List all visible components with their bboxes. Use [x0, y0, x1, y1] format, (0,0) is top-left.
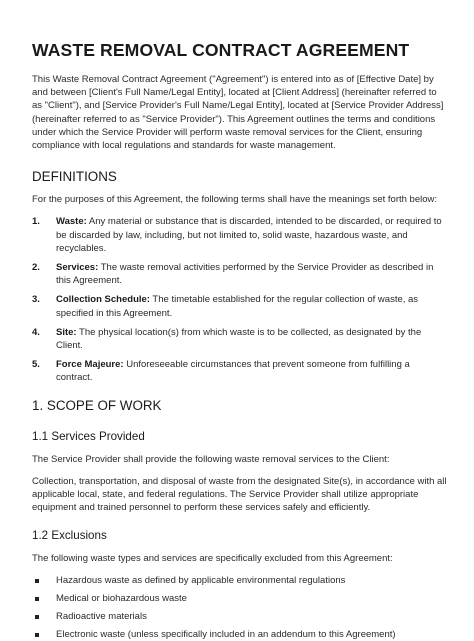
exclusion-item	[32, 628, 448, 641]
exclusion-item	[32, 592, 448, 605]
definition-text: Unforeseeable circumstances that prevent someone from fulfilling a contract.	[56, 359, 410, 384]
bullet-icon	[35, 597, 39, 601]
definition-item	[32, 215, 448, 255]
definition-term: Site:	[56, 326, 77, 338]
definition-text: Any material or substance that is discarded, intended to be discarded, or required to be discarded by law, including, but not limited to, solid waste, hazardous waste, and recyclables.	[56, 216, 442, 254]
bullet-icon	[35, 579, 39, 583]
definition-item	[32, 326, 448, 352]
definition-term: Force Majeure:	[56, 359, 124, 371]
definition-number: 3.	[32, 294, 40, 306]
definition-item	[32, 358, 448, 384]
definition-text: The waste removal activities performed by the Service Provider as described in this Agreement.	[56, 262, 434, 287]
exclusions-intro: The following waste types and services are specifically excluded from this Agreement:	[32, 553, 393, 565]
scope-heading: 1. SCOPE OF WORK	[32, 397, 162, 413]
definition-text: The physical location(s) from which waste is to be collected, as designated by the Client.	[56, 326, 422, 352]
bullet-icon	[35, 633, 39, 637]
definition-number: 4.	[32, 326, 40, 338]
exclusion-text: Electronic waste (unless specifically included in an addendum to this Agreement)	[56, 629, 396, 641]
definition-text: The timetable established for the regular collection of waste, as specified in this Agreement.	[56, 294, 419, 319]
definition-term: Collection Schedule:	[56, 294, 150, 306]
services-provided-heading: 1.1 Services Provided	[32, 429, 145, 443]
definition-term: Services:	[56, 262, 99, 274]
exclusions-heading: 1.2 Exclusions	[32, 529, 107, 543]
definition-term: Waste:	[56, 216, 87, 228]
definitions-list	[32, 215, 448, 384]
definition-number: 1.	[32, 216, 40, 228]
exclusion-text: Hazardous waste as defined by applicable environmental regulations	[56, 574, 346, 586]
exclusions-list	[32, 574, 448, 641]
document-title: WASTE REMOVAL CONTRACT AGREEMENT	[32, 40, 410, 60]
definition-number: 2.	[32, 262, 40, 274]
services-body: Collection, transportation, and disposal of waste from the designated Site(s), in accordance with all applicable local, state, and federal regulations. The Service Provider shall utilize appropriate equipment and trained personnel to perform these services safely and efficiently.	[32, 475, 447, 514]
exclusion-text: Radioactive materials	[56, 611, 147, 623]
exclusion-item	[32, 610, 448, 623]
definitions-intro: For the purposes of this Agreement, the following terms shall have the meanings set forth below:	[32, 194, 438, 206]
definition-number: 5.	[32, 359, 40, 371]
intro-paragraph: This Waste Removal Contract Agreement ("Agreement") is entered into as of [Effective Date] by and between [Client's Full Name/Legal Entity], located at [Client Address] (hereinafter referred to as "Client"), and [Service Provider's Full Name/Legal Entity], located at [Service Provider Address] (hereinafter referred to as "Service Provider"). This Agreement outlines the terms and conditions under which the Service Provider will perform waste removal services for the Client, ensuring compliance with local regulations and standards for waste management.	[32, 74, 444, 152]
definitions-heading: DEFINITIONS	[32, 169, 117, 185]
definition-item	[32, 293, 448, 319]
definition-item	[32, 261, 448, 287]
exclusion-item	[32, 574, 448, 587]
exclusion-text: Medical or biohazardous waste	[56, 592, 187, 604]
services-intro: The Service Provider shall provide the following waste removal services to the Client:	[32, 453, 390, 465]
bullet-icon	[35, 615, 39, 619]
